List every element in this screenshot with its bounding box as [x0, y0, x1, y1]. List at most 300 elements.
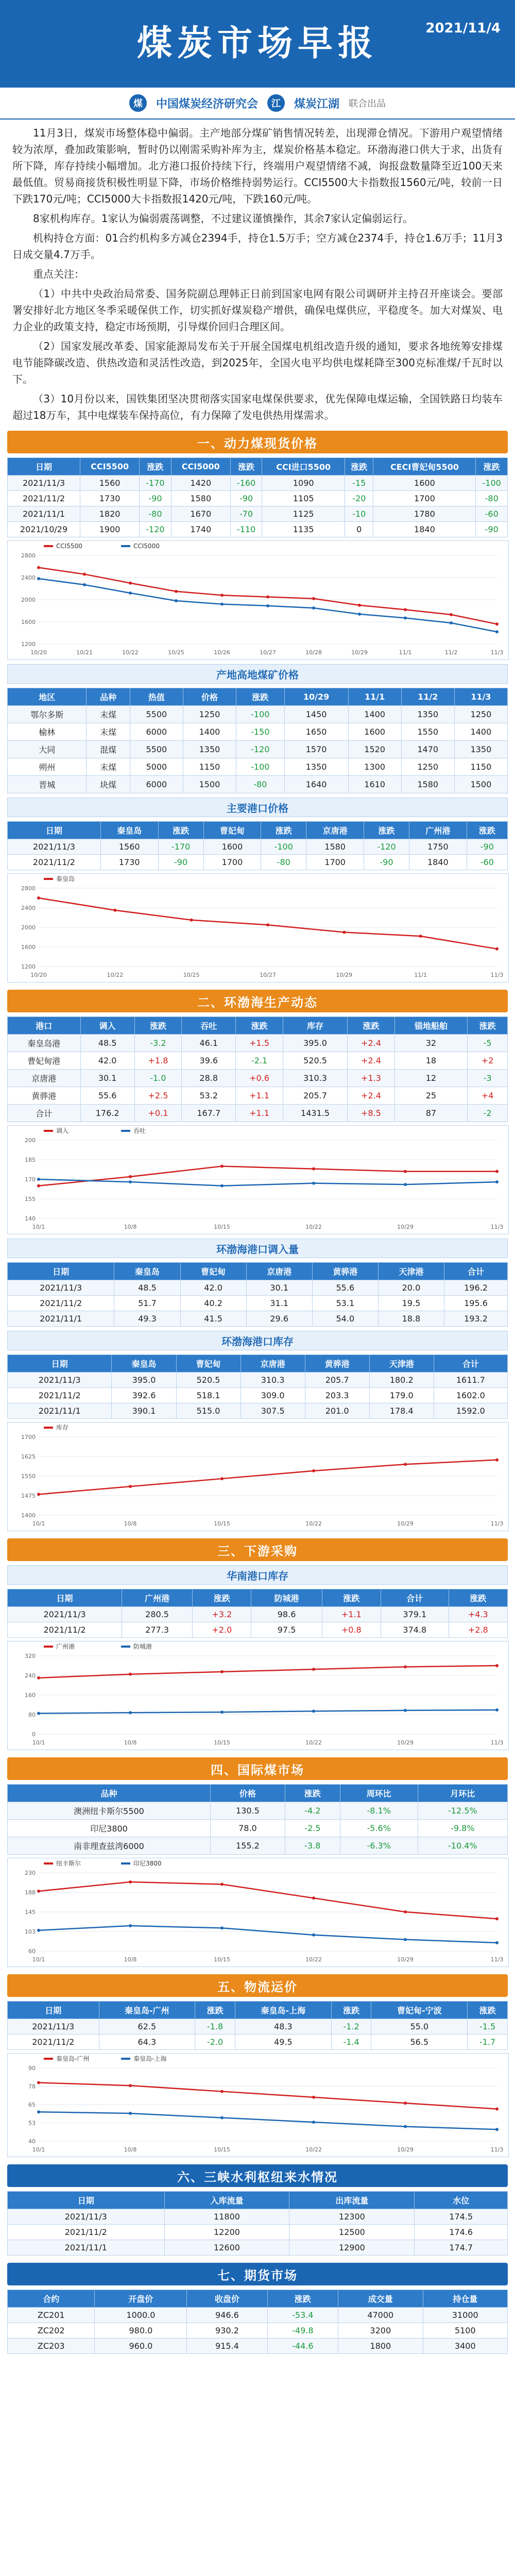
table-header: 月环比 — [418, 1785, 507, 1802]
data-point — [495, 1664, 499, 1667]
table-cell: 47000 — [338, 2308, 423, 2323]
data-point — [83, 583, 86, 586]
table-row — [8, 2240, 508, 2256]
x-tick-label: 10/1 — [32, 1739, 45, 1746]
section-head-port: 主要港口价格 — [7, 798, 508, 817]
table-cell: 179.0 — [369, 1388, 434, 1403]
table-cell: 2021/11/2 — [8, 1296, 114, 1311]
table-cell: 980.0 — [95, 2323, 187, 2338]
data-point — [404, 1709, 407, 1712]
legend-swatch — [44, 1427, 53, 1429]
table-cell: +2 — [468, 1052, 508, 1070]
table-cell: -3.8 — [285, 1837, 340, 1855]
y-tick-label: 145 — [25, 1909, 36, 1916]
t_freight-grid — [7, 2001, 508, 2050]
table-cell: 京唐港 — [8, 1070, 81, 1087]
x-tick-label: 10/15 — [214, 1739, 230, 1746]
table-row — [8, 776, 508, 793]
data-point — [129, 1673, 132, 1676]
x-tick-label: 10/15 — [214, 1520, 230, 1527]
y-tick-label: 140 — [25, 1215, 36, 1222]
y-tick-label: 1625 — [21, 1453, 36, 1460]
data-point — [495, 1180, 499, 1183]
x-tick-label: 11/3 — [490, 2146, 504, 2153]
series-line — [39, 2112, 497, 2129]
table-cell: 1470 — [401, 741, 454, 758]
table-cell: +0.8 — [322, 1622, 381, 1638]
table-cell: 28.8 — [182, 1070, 236, 1087]
table-cell: 31.1 — [246, 1296, 312, 1311]
y-tick-label: 2800 — [21, 552, 36, 559]
table-cell: ZC203 — [8, 2338, 95, 2354]
table-cell: +2.5 — [134, 1087, 181, 1105]
table-row — [8, 855, 508, 870]
table-cell: 1570 — [284, 741, 348, 758]
table-cell: 5500 — [130, 706, 183, 723]
table-cell: -60 — [476, 506, 508, 522]
table-cell: +0.6 — [236, 1070, 283, 1087]
table-cell: 1150 — [454, 758, 507, 776]
table-cell: 1150 — [183, 758, 236, 776]
table-header: 涨跌 — [158, 822, 203, 839]
data-point — [404, 1183, 407, 1186]
table-header: 曹妃甸-宁波 — [371, 2002, 468, 2019]
chart-bohai — [7, 1125, 509, 1234]
x-tick-label: 11/2 — [444, 649, 458, 656]
table-cell: -10 — [345, 506, 373, 522]
data-point — [220, 2116, 224, 2120]
table-cell: -1.7 — [468, 2035, 508, 2050]
table-header: 持仓量 — [423, 2290, 508, 2308]
table-cell: 1602.0 — [434, 1388, 507, 1403]
data-point — [404, 616, 407, 619]
x-tick-label: 10/25 — [168, 649, 184, 656]
table-cell: 277.3 — [122, 1622, 193, 1638]
table-cell: 榆林 — [8, 723, 87, 741]
table-cell: -5.6% — [340, 1820, 418, 1837]
table-cell: 87 — [394, 1105, 468, 1122]
table-cell: +8.5 — [348, 1105, 394, 1122]
data-point — [220, 1184, 224, 1188]
t_origin-grid — [7, 688, 508, 793]
table-cell: 末煤 — [87, 723, 130, 741]
table-cell: +4 — [468, 1087, 508, 1105]
data-point — [37, 577, 40, 580]
table-cell: 秦皇岛港 — [8, 1035, 81, 1052]
table-cell: 2021/11/2 — [8, 491, 80, 506]
data-point — [37, 1184, 40, 1188]
x-tick-label: 10/8 — [124, 1520, 137, 1527]
x-tick-label: 10/29 — [397, 2146, 414, 2153]
section-head-futures: 七、期货市场 — [7, 2263, 508, 2285]
table-cell: 1420 — [171, 476, 230, 491]
table-cell: 1250 — [401, 758, 454, 776]
table-cell: 1610 — [348, 776, 401, 793]
table-stock — [0, 1354, 515, 1419]
table-cell: 1900 — [80, 522, 140, 537]
table-cell: -2.0 — [195, 2035, 235, 2050]
page-title: 煤炭市场早报 — [136, 23, 378, 64]
table-header: 入库流量 — [164, 2192, 289, 2209]
table-cell: 2021/11/1 — [8, 1403, 112, 1419]
table-cell: +3.2 — [193, 1607, 251, 1622]
table-cell: -2.5 — [285, 1820, 340, 1837]
x-tick-label: 10/8 — [124, 1224, 137, 1230]
table-header: 库存 — [283, 1017, 348, 1035]
table-cell: 2021/11/1 — [8, 506, 80, 522]
table-header: CCI5000 — [171, 458, 230, 476]
table-cell: 51.7 — [114, 1296, 180, 1311]
table-cell: 203.3 — [305, 1388, 369, 1403]
table-cell: 201.0 — [305, 1403, 369, 1419]
data-point — [312, 1934, 315, 1937]
table-row — [8, 2338, 508, 2354]
table-cell: -100 — [236, 706, 285, 723]
table-header: CCI进口5500 — [262, 458, 345, 476]
series-line — [39, 1179, 497, 1186]
y-tick-label: 65 — [28, 2102, 36, 2108]
table-header: 吞吐 — [182, 1017, 236, 1035]
table-cell: -80 — [261, 855, 306, 870]
y-tick-label: 320 — [25, 1653, 36, 1659]
table-cell: 174.5 — [415, 2209, 508, 2225]
table-header: 涨跌 — [261, 822, 306, 839]
x-tick-label: 11/3 — [490, 1956, 504, 1963]
table-cell: 朔州 — [8, 758, 87, 776]
table-cell: -4.2 — [285, 1802, 340, 1820]
table-cell: 46.1 — [182, 1035, 236, 1052]
table-bohai — [0, 1016, 515, 1122]
table-row — [8, 1403, 508, 1419]
table-cell: 2021/11/2 — [8, 1388, 112, 1403]
chart-stock — [7, 1422, 509, 1531]
table-header: 日期 — [8, 2192, 165, 2209]
table-cell: 39.6 — [182, 1052, 236, 1070]
y-tick-label: 230 — [25, 1870, 36, 1876]
legend-label: 秦皇岛 — [56, 875, 75, 883]
x-tick-label: 10/22 — [305, 1520, 322, 1527]
y-tick-label: 240 — [25, 1672, 36, 1679]
legend-swatch — [121, 1862, 130, 1865]
table-cell: 1250 — [183, 706, 236, 723]
data-point — [495, 1459, 499, 1462]
data-point — [129, 591, 132, 595]
x-tick-label: 10/29 — [336, 972, 353, 978]
table-header: 价格 — [211, 1785, 285, 1802]
data-point — [129, 2084, 132, 2087]
table-cell: 390.1 — [112, 1403, 176, 1419]
table-cell: 1650 — [284, 723, 348, 741]
table-cell: 1350 — [454, 741, 507, 758]
table-cell: -2.1 — [236, 1052, 283, 1070]
table-south — [0, 1589, 515, 1638]
t_intl-grid — [7, 1784, 508, 1855]
table-cell: -80 — [140, 506, 171, 522]
table-row — [8, 1070, 508, 1087]
section-head-south: 华南港口库存 — [7, 1565, 508, 1585]
table-cell: 3400 — [423, 2338, 508, 2354]
table-cell: 6000 — [130, 723, 183, 741]
t_futures-grid — [7, 2290, 508, 2354]
data-point — [129, 1711, 132, 1714]
data-point — [358, 613, 361, 616]
table-cell: 2021/11/3 — [8, 2019, 99, 2035]
table-cell: 49.5 — [235, 2035, 331, 2050]
table-cell: 1670 — [171, 506, 230, 522]
table-header: 曹妃甸 — [203, 822, 261, 839]
table-cell: 392.6 — [112, 1388, 176, 1403]
table-cell: -120 — [364, 839, 409, 855]
data-point — [404, 1170, 407, 1173]
x-tick-label: 10/27 — [260, 972, 276, 978]
table-cell: 1580 — [401, 776, 454, 793]
table-inflow — [0, 1262, 515, 1327]
table-row — [8, 1087, 508, 1105]
data-point — [220, 1165, 224, 1168]
table-row — [8, 491, 508, 506]
table-cell: 合计 — [8, 1105, 81, 1122]
table-cell: 2021/11/3 — [8, 839, 101, 855]
table-cell: -100 — [261, 839, 306, 855]
table-cell: -100 — [236, 758, 285, 776]
table-cell: 395.0 — [112, 1372, 176, 1388]
table-header: 秦皇岛-广州 — [99, 2002, 195, 2019]
table-row — [8, 2019, 508, 2035]
table-header: 合计 — [444, 1263, 508, 1280]
table-cell: 12 — [394, 1070, 468, 1087]
x-tick-label: 10/25 — [183, 972, 200, 978]
table-cell: ZC202 — [8, 2323, 95, 2338]
table-cell: ZC201 — [8, 2308, 95, 2323]
data-point — [312, 597, 315, 600]
x-tick-label: 10/1 — [32, 2146, 45, 2153]
table-cell: 176.2 — [80, 1105, 134, 1122]
table-cell: 5000 — [130, 758, 183, 776]
table-row — [8, 741, 508, 758]
intro-para-7: （3）10月份以来，国铁集团坚决贯彻落实国家电煤保供要求，优先保障电煤运输，全国铁路日均装车超过18万车，其中电煤装车保持高位，有力保障了发电供热用煤需求。 — [12, 393, 503, 421]
data-point — [495, 947, 499, 951]
legend-swatch — [121, 1646, 130, 1648]
table-header: 涨跌 — [345, 458, 373, 476]
x-tick-label: 11/3 — [490, 1520, 504, 1527]
table-cell: 黄骅港 — [8, 1087, 81, 1105]
chart-price-svg — [8, 541, 507, 659]
table-cell: 310.3 — [241, 1372, 305, 1388]
table-cell: 1500 — [183, 776, 236, 793]
t_south-grid — [7, 1589, 508, 1638]
data-point — [220, 1883, 224, 1886]
table-header: 涨跌 — [195, 2002, 235, 2019]
legend-swatch — [44, 545, 53, 547]
data-point — [220, 1670, 224, 1673]
table-cell: 515.0 — [176, 1403, 241, 1419]
table-cell: 193.2 — [444, 1311, 508, 1327]
intro-para-4: 重点关注： — [33, 268, 84, 280]
x-tick-label: 10/20 — [30, 649, 47, 656]
x-tick-label: 10/1 — [32, 1520, 45, 1527]
table-cell: -20 — [345, 491, 373, 506]
t_price-grid — [7, 457, 508, 537]
data-point — [342, 931, 346, 934]
x-tick-label: 10/1 — [32, 1956, 45, 1963]
table-cell: -10.4% — [418, 1837, 507, 1855]
table-cell: 309.0 — [241, 1388, 305, 1403]
legend-swatch — [44, 1862, 53, 1865]
table-cell: 1500 — [454, 776, 507, 793]
table-cell: -120 — [140, 522, 171, 537]
table-cell: 205.7 — [283, 1087, 348, 1105]
table-header: 秦皇岛 — [112, 1355, 176, 1372]
table-cell: 48.5 — [80, 1035, 134, 1052]
table-cell: -44.6 — [267, 2338, 338, 2354]
data-point — [495, 2128, 499, 2131]
table-cell: 167.7 — [182, 1105, 236, 1122]
data-point — [312, 1896, 315, 1900]
y-tick-label: 1400 — [21, 1512, 36, 1519]
data-point — [495, 1708, 499, 1711]
data-point — [495, 1917, 499, 1920]
table-header: 11/2 — [401, 688, 454, 706]
table-row — [8, 1622, 508, 1638]
table-row — [8, 1311, 508, 1327]
data-point — [266, 596, 269, 599]
table-header: 涨跌 — [236, 1017, 283, 1035]
t_water-grid — [7, 2191, 508, 2256]
data-point — [83, 573, 86, 576]
brand-logo-icon: 江 — [267, 94, 285, 112]
table-cell: 2021/11/2 — [8, 855, 101, 870]
table-cell: 印尼3800 — [8, 1820, 211, 1837]
table-header: 合约 — [8, 2290, 95, 2308]
table-cell: +1.1 — [236, 1105, 283, 1122]
table-header: 曹妃甸 — [180, 1263, 246, 1280]
table-cell: 41.5 — [180, 1311, 246, 1327]
table-cell: 2021/11/3 — [8, 1280, 114, 1296]
data-point — [37, 2110, 40, 2113]
table-cell: 1450 — [284, 706, 348, 723]
table-cell: 520.5 — [283, 1052, 348, 1070]
table-cell: -170 — [158, 839, 203, 855]
table-header: 涨跌 — [285, 1785, 340, 1802]
y-tick-label: 1475 — [21, 1493, 36, 1499]
table-row — [8, 2225, 508, 2240]
table-cell: 155.2 — [211, 1837, 285, 1855]
chart-south — [7, 1641, 509, 1750]
x-tick-label: 10/20 — [30, 972, 47, 978]
y-tick-label: 185 — [25, 1157, 36, 1163]
table-cell: 395.0 — [283, 1035, 348, 1052]
x-tick-label: 10/8 — [124, 1739, 137, 1746]
table-header: 涨跌 — [468, 2002, 508, 2019]
table-cell: 518.1 — [176, 1388, 241, 1403]
table-cell: 1125 — [262, 506, 345, 522]
chart-intl — [7, 1858, 509, 1967]
table-cell: 48.3 — [235, 2019, 331, 2035]
table-header: 秦皇岛 — [100, 822, 158, 839]
table-cell: -1.8 — [195, 2019, 235, 2035]
x-tick-label: 11/3 — [490, 972, 504, 978]
table-cell: -90 — [158, 855, 203, 870]
table-header: 合计 — [381, 1589, 449, 1607]
table-header: 广州港 — [409, 822, 467, 839]
table-cell: 2021/11/2 — [8, 2035, 99, 2050]
table-cell: 180.2 — [369, 1372, 434, 1388]
table-header: CCI5500 — [80, 458, 140, 476]
x-tick-label: 10/27 — [260, 649, 276, 656]
table-cell: -160 — [230, 476, 262, 491]
table-header: 秦皇岛 — [114, 1263, 180, 1280]
chart-price — [7, 540, 509, 660]
table-header: 涨跌 — [467, 822, 507, 839]
x-tick-label: 10/15 — [214, 2146, 230, 2153]
table-cell: 307.5 — [241, 1403, 305, 1419]
table-row — [8, 723, 508, 741]
table-cell: 56.5 — [371, 2035, 468, 2050]
table-cell: 1135 — [262, 522, 345, 537]
table-cell: 53.2 — [182, 1087, 236, 1105]
table-header: 10/29 — [284, 688, 348, 706]
chart-south-svg — [8, 1641, 507, 1750]
table-header: CECI曹妃甸5500 — [373, 458, 476, 476]
x-tick-label: 10/21 — [76, 649, 93, 656]
y-tick-label: 2400 — [21, 905, 36, 911]
table-cell: -120 — [236, 741, 285, 758]
data-point — [312, 2121, 315, 2124]
table-cell: 32 — [394, 1035, 468, 1052]
table-cell: 1580 — [306, 839, 364, 855]
table-cell: 12600 — [164, 2240, 289, 2256]
table-row — [8, 476, 508, 491]
table-freight — [0, 2001, 515, 2050]
table-cell: 30.1 — [80, 1070, 134, 1087]
table-header: 天津港 — [369, 1355, 434, 1372]
table-row — [8, 2308, 508, 2323]
y-tick-label: 1200 — [21, 641, 36, 648]
y-tick-label: 2400 — [21, 574, 36, 581]
table-cell: 280.5 — [122, 1607, 193, 1622]
table-origin — [0, 688, 515, 793]
table-cell: -80 — [476, 491, 508, 506]
data-point — [404, 608, 407, 611]
y-tick-label: 2000 — [21, 924, 36, 931]
series-line — [39, 1710, 497, 1714]
y-tick-label: 1700 — [21, 1434, 36, 1440]
data-point — [175, 590, 178, 593]
y-tick-label: 155 — [25, 1196, 36, 1202]
y-tick-label: 2800 — [21, 885, 36, 892]
x-tick-label: 10/28 — [305, 649, 322, 656]
x-tick-label: 10/22 — [305, 1739, 322, 1746]
org-name-2: 煤炭江湖 — [294, 97, 340, 111]
table-cell: -170 — [140, 476, 171, 491]
legend-label: 防城港 — [133, 1643, 152, 1650]
data-point — [450, 613, 453, 616]
data-point — [37, 1178, 40, 1181]
x-tick-label: 10/22 — [305, 1956, 322, 1963]
table-cell: 1550 — [401, 723, 454, 741]
table-header: 日期 — [8, 2002, 99, 2019]
legend-swatch — [121, 545, 130, 547]
table-cell: -90 — [467, 839, 507, 855]
table-cell: -90 — [476, 522, 508, 537]
table-cell: 40.2 — [180, 1296, 246, 1311]
table-cell: -90 — [140, 491, 171, 506]
table-cell: -6.3% — [340, 1837, 418, 1855]
data-point — [419, 935, 422, 938]
table-row — [8, 2209, 508, 2225]
data-point — [404, 1910, 407, 1913]
table-cell: 1780 — [373, 506, 476, 522]
